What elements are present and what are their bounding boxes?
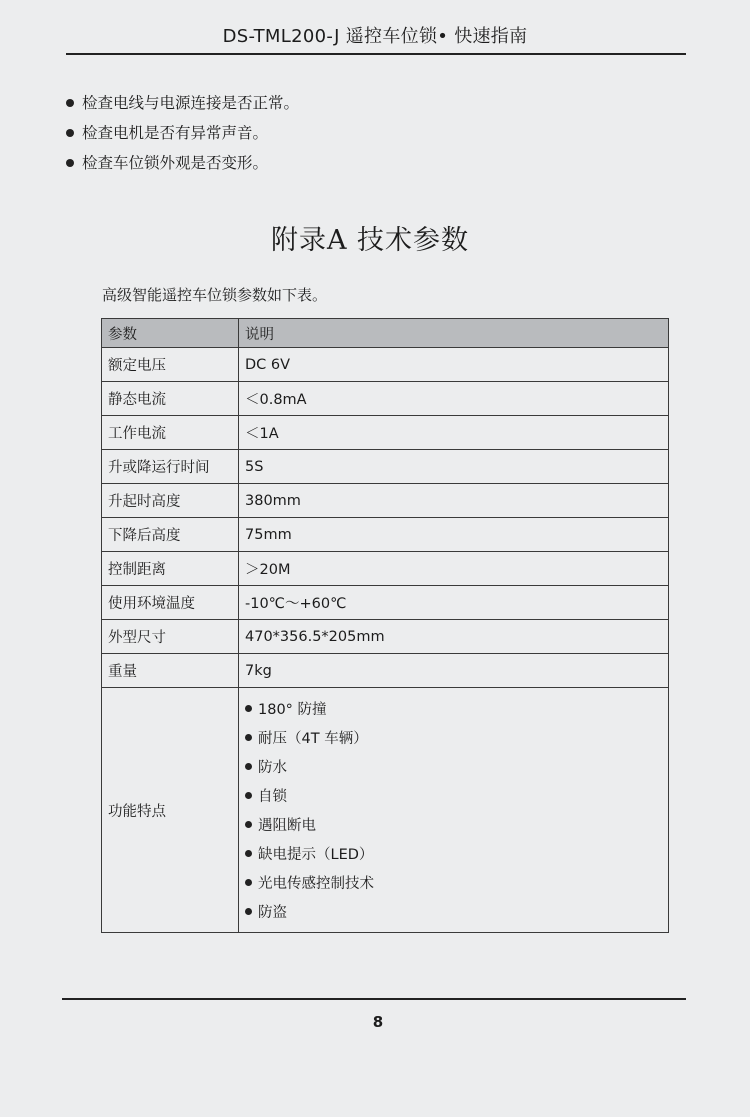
footer-divider bbox=[62, 998, 686, 1000]
bullet-icon bbox=[245, 821, 252, 828]
checklist-item bbox=[66, 118, 299, 148]
parameter-value: 380mm bbox=[239, 484, 669, 518]
feature-item bbox=[245, 839, 662, 868]
bullet-icon bbox=[245, 908, 252, 915]
bullet-icon bbox=[245, 763, 252, 770]
feature-text: 缺电提示（LED） bbox=[258, 847, 374, 863]
parameter-name: 静态电流 bbox=[102, 382, 239, 416]
bullet-icon bbox=[66, 159, 74, 167]
checklist-item-text: 检查电线与电源连接是否正常。 bbox=[82, 94, 300, 112]
parameter-name: 控制距离 bbox=[102, 552, 239, 586]
checklist-item-text: 检查电机是否有异常声音。 bbox=[82, 124, 269, 142]
feature-text: 遇阻断电 bbox=[258, 818, 316, 834]
table-row bbox=[102, 416, 669, 450]
appendix-title: 附录A 技术参数 bbox=[270, 225, 470, 256]
table-row-features bbox=[102, 688, 669, 933]
features-cell bbox=[239, 688, 669, 933]
parameter-name: 下降后高度 bbox=[102, 518, 239, 552]
table-row bbox=[102, 586, 669, 620]
parameter-name: 外型尺寸 bbox=[102, 620, 239, 654]
parameter-value: ＞20M bbox=[239, 552, 669, 586]
feature-item bbox=[245, 694, 662, 723]
column-header-description: 说明 bbox=[239, 319, 669, 348]
parameter-name: 使用环境温度 bbox=[102, 586, 239, 620]
maintenance-checklist bbox=[66, 88, 299, 178]
checklist-item bbox=[66, 148, 299, 178]
parameter-name: 额定电压 bbox=[102, 348, 239, 382]
parameter-value: 75mm bbox=[239, 518, 669, 552]
feature-item bbox=[245, 868, 662, 897]
table-row bbox=[102, 552, 669, 586]
parameter-value: DC 6V bbox=[239, 348, 669, 382]
page-header-title: DS-TML200-J 遥控车位锁• 快速指南 bbox=[222, 26, 528, 47]
feature-item bbox=[245, 752, 662, 781]
column-header-parameter: 参数 bbox=[102, 319, 239, 348]
bullet-icon bbox=[245, 879, 252, 886]
parameter-name: 工作电流 bbox=[102, 416, 239, 450]
feature-item bbox=[245, 810, 662, 839]
parameter-name: 升或降运行时间 bbox=[102, 450, 239, 484]
checklist-item-text: 检查车位锁外观是否变形。 bbox=[82, 154, 269, 172]
table-row bbox=[102, 484, 669, 518]
table-header-row bbox=[102, 319, 669, 348]
bullet-icon bbox=[66, 129, 74, 137]
parameter-name: 升起时高度 bbox=[102, 484, 239, 518]
page-number: 8 bbox=[372, 1013, 384, 1031]
feature-text: 防盗 bbox=[258, 905, 287, 921]
parameter-value: ＜0.8mA bbox=[239, 382, 669, 416]
parameters-table bbox=[101, 318, 669, 933]
feature-text: 自锁 bbox=[258, 789, 287, 805]
feature-text: 光电传感控制技术 bbox=[258, 876, 374, 892]
header-divider bbox=[66, 53, 686, 55]
feature-text: 防水 bbox=[258, 760, 287, 776]
parameter-value: -10℃～+60℃ bbox=[239, 586, 669, 620]
feature-item bbox=[245, 897, 662, 926]
feature-item bbox=[245, 781, 662, 810]
table-row bbox=[102, 620, 669, 654]
feature-text: 180° 防撞 bbox=[258, 702, 327, 718]
bullet-icon bbox=[245, 705, 252, 712]
bullet-icon bbox=[245, 850, 252, 857]
parameter-name: 功能特点 bbox=[102, 688, 239, 933]
bullet-icon bbox=[66, 99, 74, 107]
table-row bbox=[102, 450, 669, 484]
parameter-value: ＜1A bbox=[239, 416, 669, 450]
checklist-item bbox=[66, 88, 299, 118]
parameter-value: 7kg bbox=[239, 654, 669, 688]
table-row bbox=[102, 348, 669, 382]
parameter-value: 470*356.5*205mm bbox=[239, 620, 669, 654]
features-list bbox=[245, 691, 662, 929]
feature-item bbox=[245, 723, 662, 752]
table-row bbox=[102, 654, 669, 688]
appendix-intro: 高级智能遥控车位锁参数如下表。 bbox=[102, 286, 328, 304]
table-row bbox=[102, 382, 669, 416]
parameter-name: 重量 bbox=[102, 654, 239, 688]
bullet-icon bbox=[245, 792, 252, 799]
feature-text: 耐压（4T 车辆） bbox=[258, 731, 368, 747]
parameter-value: 5S bbox=[239, 450, 669, 484]
bullet-icon bbox=[245, 734, 252, 741]
table-row bbox=[102, 518, 669, 552]
